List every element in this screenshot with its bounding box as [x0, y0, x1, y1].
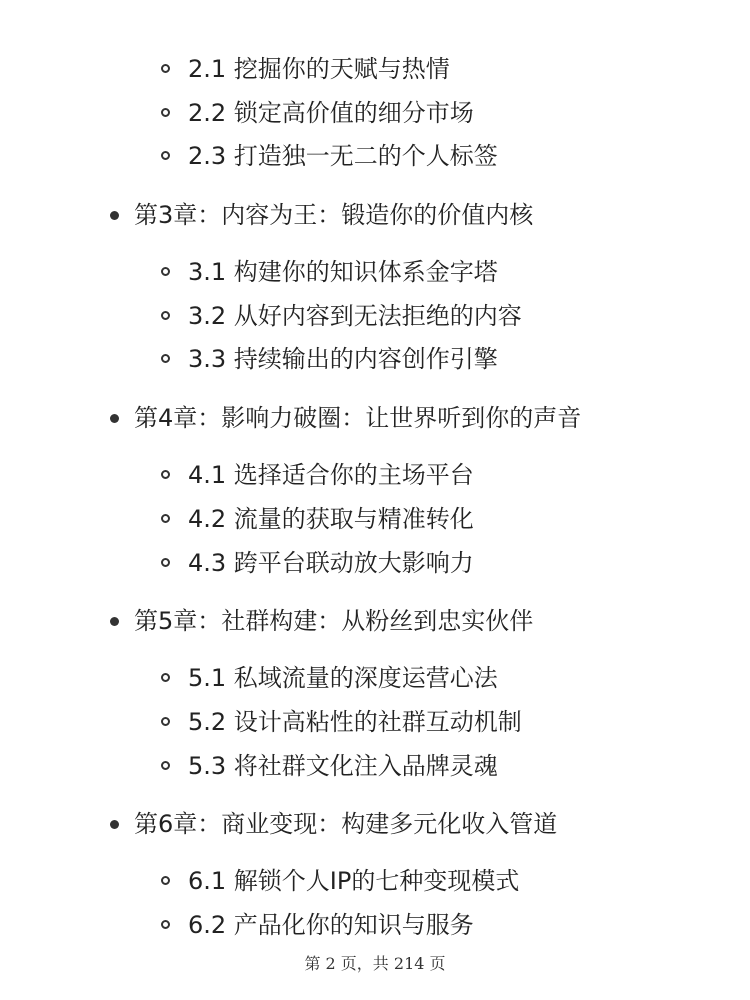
section-title: 4.3 跨平台联动放大影响力	[188, 548, 474, 577]
toc-section-item	[0, 745, 750, 789]
section-title: 5.2 设计高粘性的社群互动机制	[188, 707, 522, 736]
section-title: 2.1 挖掘你的天赋与热情	[188, 55, 450, 83]
toc-section-item	[0, 904, 750, 948]
filled-bullet-icon	[110, 820, 119, 829]
section-title: 4.2 流量的获取与精准转化	[188, 504, 474, 533]
toc-chapter-item	[0, 802, 750, 846]
toc-section-item	[0, 860, 750, 904]
hollow-bullet-icon	[161, 514, 170, 523]
hollow-bullet-icon	[161, 470, 170, 479]
page-footer: 第 2 页，共 214 页	[304, 954, 446, 973]
section-title: 5.1 私域流量的深度运营心法	[188, 664, 498, 693]
chapter-title: 第4章：影响力破圈：让世界听到你的声音	[134, 404, 582, 433]
section-title: 6.1 解锁个人IP的七种变现模式	[188, 867, 520, 896]
toc-section-item	[0, 454, 750, 498]
section-title: 3.1 构建你的知识体系金字塔	[188, 258, 498, 287]
hollow-bullet-icon	[161, 876, 170, 885]
toc-chapter-item	[0, 396, 750, 440]
toc-section-item	[0, 498, 750, 542]
filled-bullet-icon	[110, 211, 119, 220]
hollow-bullet-icon	[161, 311, 170, 320]
hollow-bullet-icon	[161, 673, 170, 682]
section-title: 3.3 持续输出的内容创作引擎	[188, 345, 498, 374]
toc-section-item	[0, 701, 750, 745]
toc-section-item	[0, 295, 750, 339]
hollow-bullet-icon	[161, 761, 170, 770]
toc-section-item	[0, 657, 750, 701]
toc-section-item	[0, 92, 750, 136]
toc-section-item	[0, 135, 750, 179]
section-title: 3.2 从好内容到无法拒绝的内容	[188, 301, 522, 330]
section-title: 2.2 锁定高价值的细分市场	[188, 98, 474, 127]
section-title: 5.3 将社群文化注入品牌灵魂	[188, 751, 498, 780]
filled-bullet-icon	[110, 414, 119, 423]
toc-section-item	[0, 48, 750, 92]
table-of-contents	[0, 48, 750, 948]
hollow-bullet-icon	[161, 108, 170, 117]
toc-section-item	[0, 542, 750, 586]
chapter-title: 第6章：商业变现：构建多元化收入管道	[134, 810, 558, 839]
toc-section-item	[0, 251, 750, 295]
hollow-bullet-icon	[161, 558, 170, 567]
hollow-bullet-icon	[161, 64, 170, 73]
hollow-bullet-icon	[161, 151, 170, 160]
chapter-title: 第3章：内容为王：锻造你的价值内核	[134, 201, 534, 230]
toc-chapter-item	[0, 599, 750, 643]
toc-section-item	[0, 338, 750, 382]
filled-bullet-icon	[110, 617, 119, 626]
section-title: 4.1 选择适合你的主场平台	[188, 461, 474, 490]
toc-chapter-item	[0, 193, 750, 237]
chapter-title: 第5章：社群构建：从粉丝到忠实伙伴	[134, 607, 534, 636]
hollow-bullet-icon	[161, 717, 170, 726]
hollow-bullet-icon	[161, 267, 170, 276]
hollow-bullet-icon	[161, 354, 170, 363]
section-title: 6.2 产品化你的知识与服务	[188, 910, 474, 939]
hollow-bullet-icon	[161, 920, 170, 929]
section-title: 2.3 打造独一无二的个人标签	[188, 142, 498, 171]
